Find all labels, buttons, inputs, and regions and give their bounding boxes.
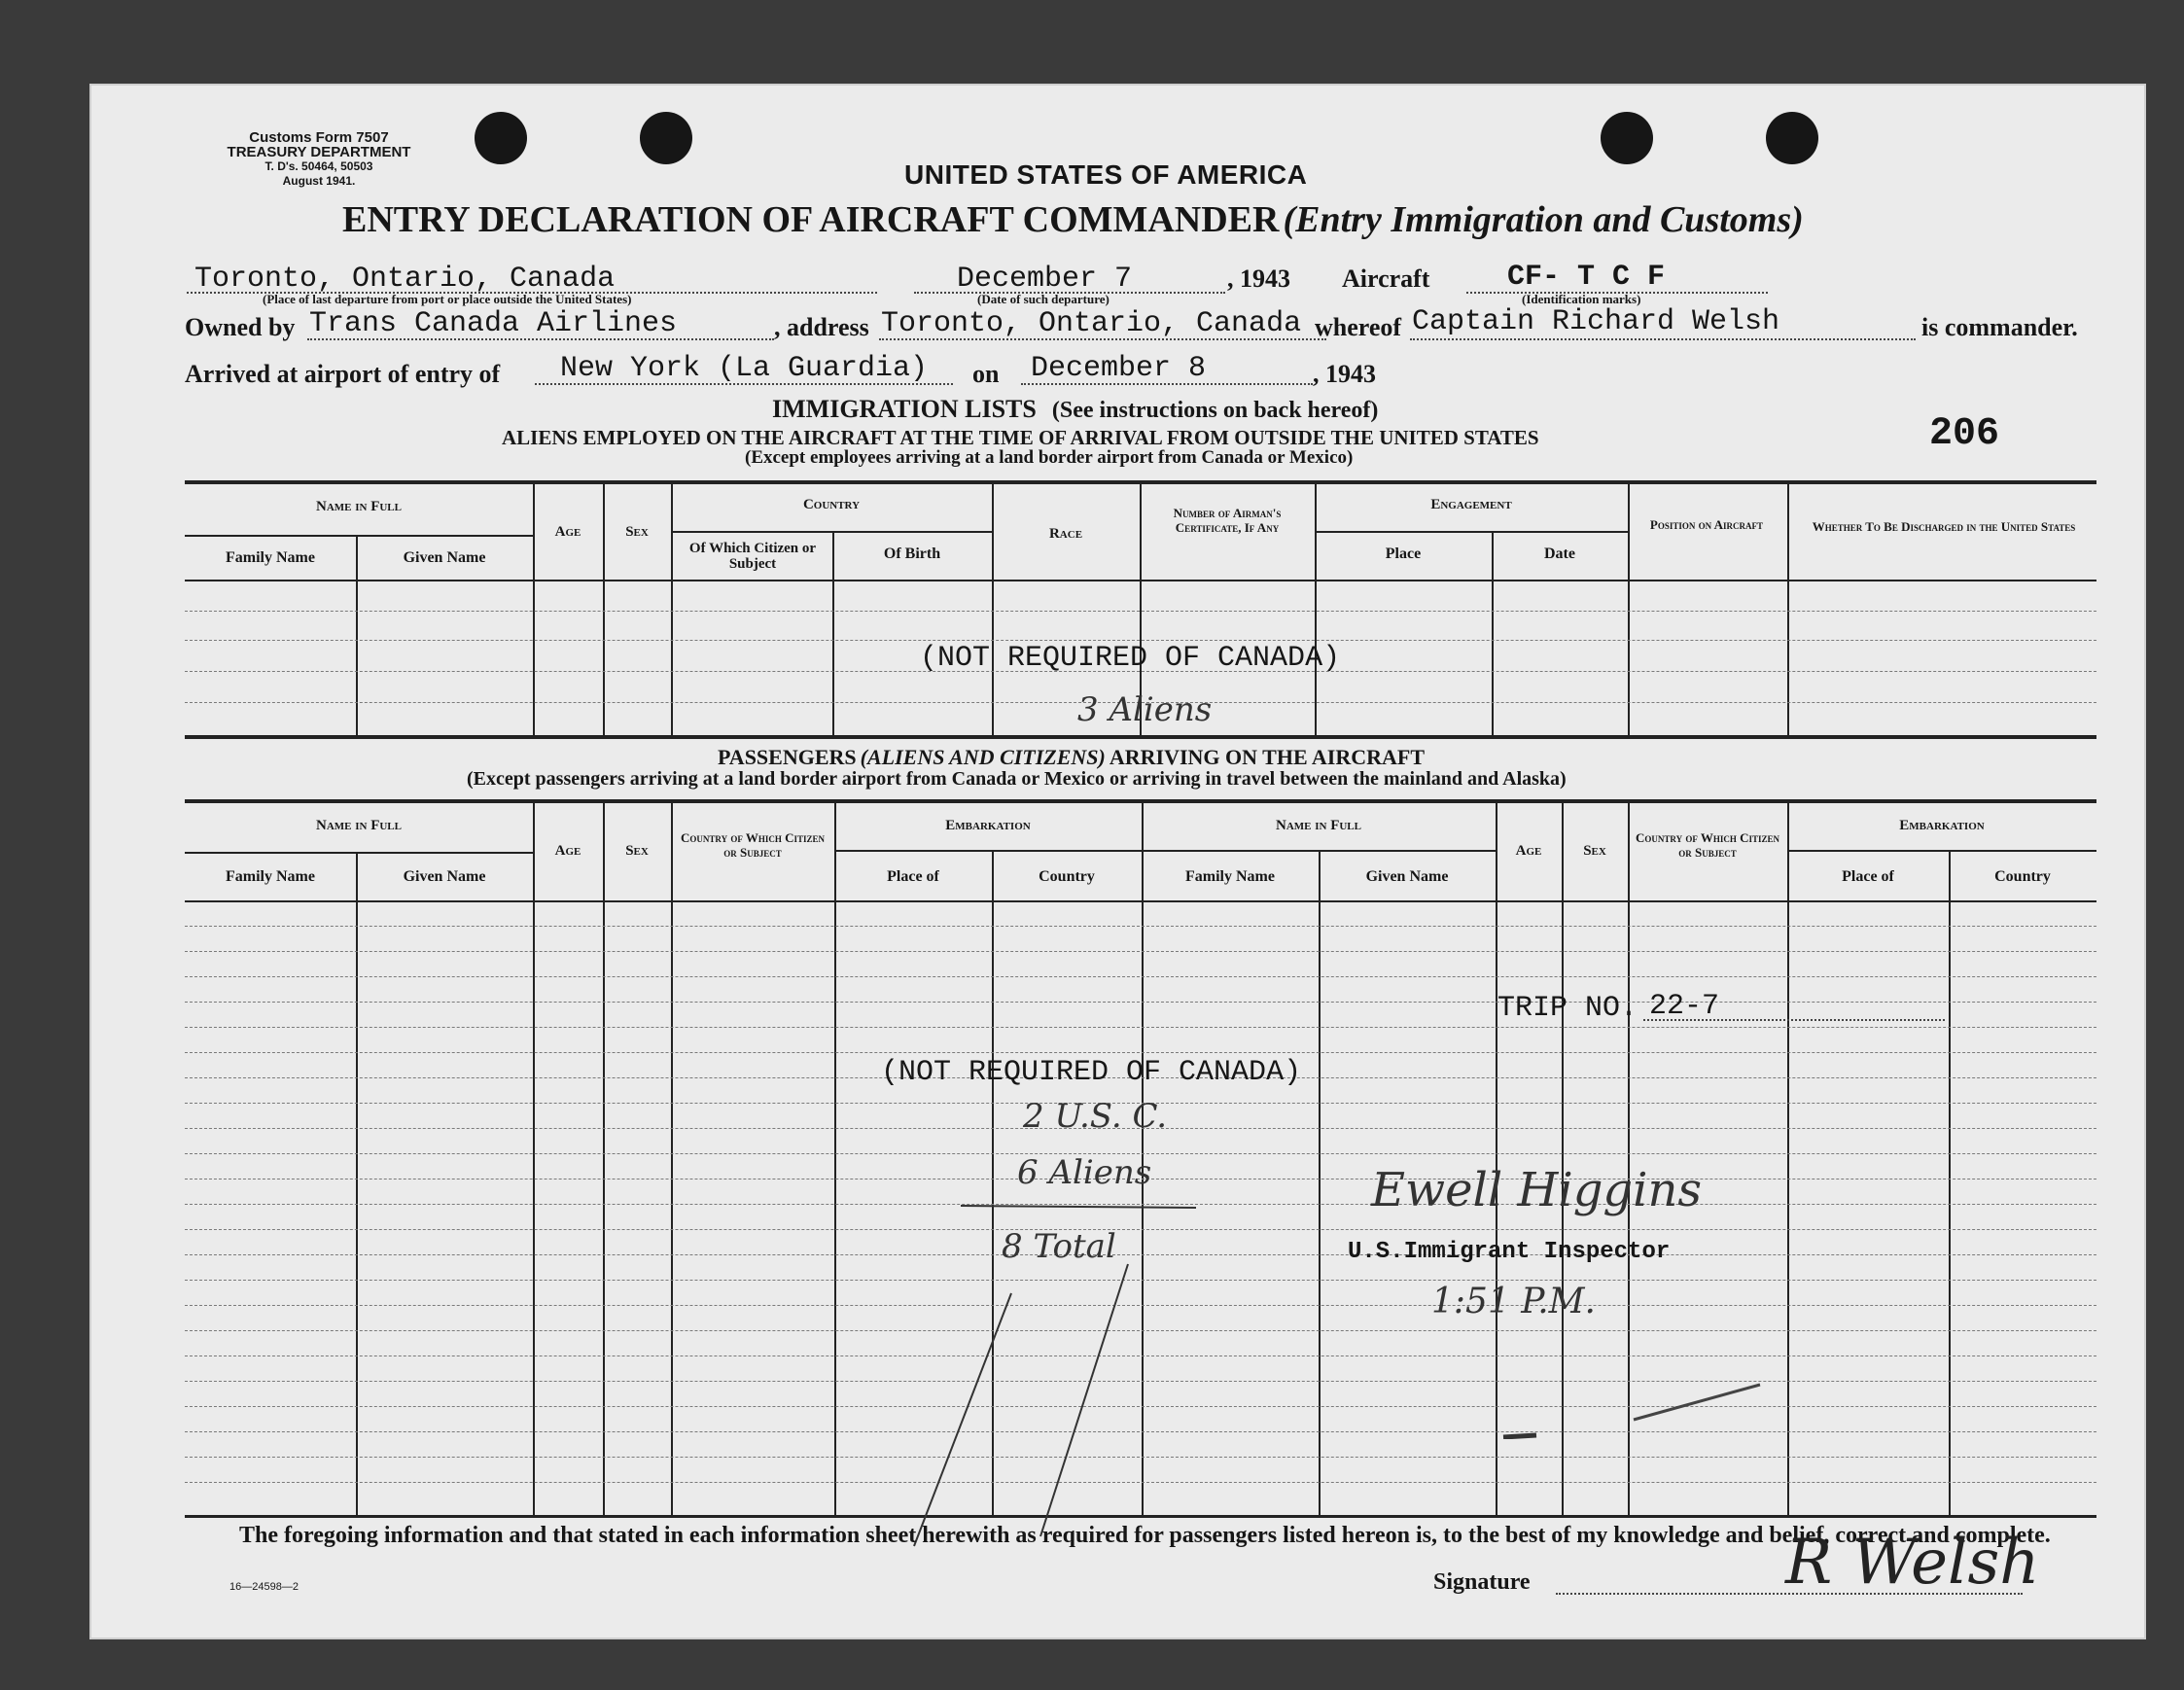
arrival-year: , 1943 — [1313, 360, 1376, 388]
ink-stroke — [1503, 1435, 1536, 1437]
ink-marks — [1497, 1361, 1789, 1439]
p-col-given-name: Given Name — [403, 868, 486, 885]
arrival-on-label: on — [972, 360, 1000, 388]
arrival-date: December 8 — [1031, 352, 1207, 385]
aliens-employed-heading: ALIENS EMPLOYED ON THE AIRCRAFT AT THE TIME OF ARRIVAL FROM OUTSIDE THE UNITED STATES — [502, 426, 1539, 449]
p2-col-given-name: Given Name — [1365, 868, 1449, 885]
signature-label: Signature — [1433, 1569, 1531, 1595]
col-discharged: Whether To Be Discharged in the United States — [1812, 519, 2076, 534]
table-col-rule — [671, 482, 673, 735]
table-rule — [1315, 531, 1628, 533]
arrival-airport: New York (La Guardia) — [560, 352, 929, 385]
table-col-rule — [356, 854, 358, 1515]
p-col-name-in-full: Name in Full — [315, 818, 402, 833]
table-rule — [1787, 850, 2096, 852]
check-stroke — [1040, 1264, 1128, 1536]
table-row — [185, 640, 2096, 641]
check-stroke — [914, 1293, 1011, 1546]
table-row — [185, 1002, 2096, 1003]
tally-underline — [961, 1206, 1196, 1208]
table-col-rule — [356, 537, 358, 735]
inspector-time: 1:51 P.M. — [1431, 1282, 1596, 1321]
p2-col-family-name: Family Name — [1185, 868, 1275, 885]
stamp-number: 206 — [1929, 412, 2000, 456]
passengers-exception: (Except passengers arriving at a land border airport from Canada or Mexico or arriving in travel between the mainland and Alaska) — [467, 768, 1567, 790]
commander-value: Captain Richard Welsh — [1412, 305, 1780, 338]
fill-line — [879, 338, 1326, 340]
handwritten-total: 8 Total — [1002, 1227, 1116, 1266]
p-col-sex: Sex — [625, 843, 649, 859]
table-row — [185, 926, 2096, 927]
aliens-employed-exception: (Except employees arriving at a land border airport from Canada or Mexico) — [745, 447, 1354, 468]
table-rule — [185, 852, 535, 854]
table-row — [185, 976, 2096, 977]
departure-place: Toronto, Ontario, Canada — [194, 263, 616, 296]
handwritten-us-citizens: 2 U.S. C. — [1023, 1097, 1168, 1136]
address-value: Toronto, Ontario, Canada — [881, 307, 1302, 340]
col-sex: Sex — [625, 524, 649, 540]
inspector-signature: Ewell Higgins — [1371, 1163, 1703, 1217]
col-given-name: Given Name — [403, 549, 486, 566]
p2-col-age: Age — [1515, 843, 1542, 859]
p2-col-name-in-full: Name in Full — [1275, 818, 1361, 833]
passengers-title-italic: (ALIENS AND CITIZENS) — [860, 745, 1106, 769]
form-title — [342, 198, 1804, 241]
col-date: Date — [1544, 546, 1575, 562]
table-rule — [185, 799, 2096, 803]
col-place: Place — [1385, 546, 1422, 562]
fill-line — [1643, 1019, 1945, 1021]
immigration-instructions: (See instructions on back hereof) — [1051, 398, 1379, 423]
departure-year: , 1943 — [1227, 264, 1290, 293]
table-row — [185, 611, 2096, 612]
form-number-block — [173, 130, 465, 189]
col-country: Country — [802, 497, 861, 512]
col-race: Race — [1048, 526, 1083, 542]
form-line: TREASURY DEPARTMENT — [227, 144, 411, 160]
punch-hole — [1601, 112, 1653, 164]
commander-signature: R Welsh — [1785, 1527, 2040, 1599]
table-rule — [185, 735, 2096, 739]
trip-number: 22-7 — [1649, 990, 1720, 1023]
table-row — [185, 1052, 2096, 1053]
p2-col-citizen: Country of Which Citizen or Subject — [1636, 830, 1779, 860]
fill-line — [1021, 383, 1313, 385]
departure-place-caption: (Place of last departure from port or place outside the United States) — [263, 292, 632, 306]
punch-hole — [1766, 112, 1818, 164]
passengers-title: PASSENGERS — [718, 745, 857, 769]
form-line: August 1941. — [282, 174, 356, 188]
crew-handwritten-note: 3 Aliens — [1077, 690, 1213, 729]
table-col-rule — [603, 482, 605, 735]
table-rule — [185, 535, 535, 537]
immigration-title: IMMIGRATION LISTS — [772, 395, 1037, 423]
handwritten-strokes — [875, 1089, 1420, 1556]
passengers-title-suffix: ARRIVING ON THE AIRCRAFT — [1109, 745, 1426, 769]
col-age: Age — [554, 524, 581, 540]
fill-line — [535, 383, 953, 385]
p-col-family-name: Family Name — [226, 868, 315, 885]
punch-hole — [475, 112, 527, 164]
table-col-rule — [603, 801, 605, 1515]
p2-col-sex: Sex — [1583, 843, 1606, 859]
inspector-title: U.S.Immigrant Inspector — [1348, 1239, 1671, 1265]
form-line: Customs Form 7507 — [249, 129, 389, 146]
form-line: T. D's. 50464, 50503 — [264, 159, 373, 173]
passengers-heading — [718, 745, 1425, 770]
owner-value: Trans Canada Airlines — [309, 307, 678, 340]
departure-date: December 7 — [957, 263, 1133, 296]
col-of-birth: Of Birth — [883, 546, 941, 562]
whereof-label: whereof — [1315, 313, 1402, 341]
departure-date-caption: (Date of such departure) — [977, 292, 1110, 306]
aircraft-caption: (Identification marks) — [1522, 292, 1641, 306]
ink-stroke — [1634, 1385, 1760, 1420]
table-col-rule — [834, 801, 836, 1515]
table-col-rule — [533, 482, 535, 735]
p-col-country: Country — [1039, 868, 1095, 885]
crew-not-required-note: (NOT REQUIRED OF CANADA) — [920, 642, 1341, 675]
owned-by-label: Owned by — [185, 313, 296, 341]
table-col-rule — [832, 533, 834, 735]
country-title: UNITED STATES OF AMERICA — [904, 159, 1308, 190]
form-title-main: ENTRY DECLARATION OF AIRCRAFT COMMANDER — [342, 199, 1280, 240]
col-airman-cert: Number of Airman's Certificate, If Any — [1173, 506, 1282, 535]
col-position: Position on Aircraft — [1649, 517, 1764, 532]
table-col-rule — [1315, 482, 1317, 735]
table-col-rule — [671, 801, 673, 1515]
trip-label: TRIP NO. — [1497, 992, 1638, 1025]
p-col-embarkation: Embarkation — [945, 818, 1031, 833]
p2-col-embarkation: Embarkation — [1899, 818, 1985, 833]
passengers-not-required-note: (NOT REQUIRED OF CANADA) — [881, 1056, 1302, 1089]
table-row — [185, 951, 2096, 952]
col-engagement: Engagement — [1430, 497, 1512, 512]
handwritten-aliens: 6 Aliens — [1017, 1153, 1152, 1192]
p2-col-country: Country — [1994, 868, 2051, 885]
punch-hole — [640, 112, 692, 164]
col-family-name: Family Name — [226, 549, 315, 566]
col-citizen-of: Of Which Citizen or Subject — [688, 541, 817, 572]
col-name-in-full: Name in Full — [315, 499, 402, 514]
table-row — [185, 1027, 2096, 1028]
immigration-heading — [772, 395, 1378, 424]
fill-line — [307, 338, 774, 340]
table-col-rule — [1628, 482, 1630, 735]
table-col-rule — [992, 482, 994, 735]
table-rule — [671, 531, 992, 533]
table-col-rule — [1492, 533, 1494, 735]
p2-col-place-of: Place of — [1842, 868, 1894, 885]
p-col-citizen: Country of Which Citizen or Subject — [681, 830, 825, 860]
table-col-rule — [1787, 482, 1789, 735]
aircraft-id: CF- T C F — [1507, 261, 1666, 294]
table-rule — [185, 900, 2096, 902]
form-title-italic: (Entry Immigration and Customs) — [1283, 199, 1804, 240]
aircraft-label: Aircraft — [1342, 264, 1430, 293]
commander-suffix: is commander. — [1921, 313, 2078, 341]
p-col-place-of: Place of — [887, 868, 939, 885]
print-code: 16—24598—2 — [229, 1581, 299, 1593]
table-rule — [834, 850, 1142, 852]
table-col-rule — [533, 801, 535, 1515]
p-col-age: Age — [554, 843, 581, 859]
fill-line — [1410, 338, 1916, 340]
certification-statement: The foregoing information and that stated in each information sheet herewith as required for passengers listed hereon is, to the best of my knowledge and belief, correct and complete. — [239, 1523, 2051, 1548]
address-label: , address — [774, 313, 869, 341]
arrival-label: Arrived at airport of entry of — [185, 360, 501, 388]
